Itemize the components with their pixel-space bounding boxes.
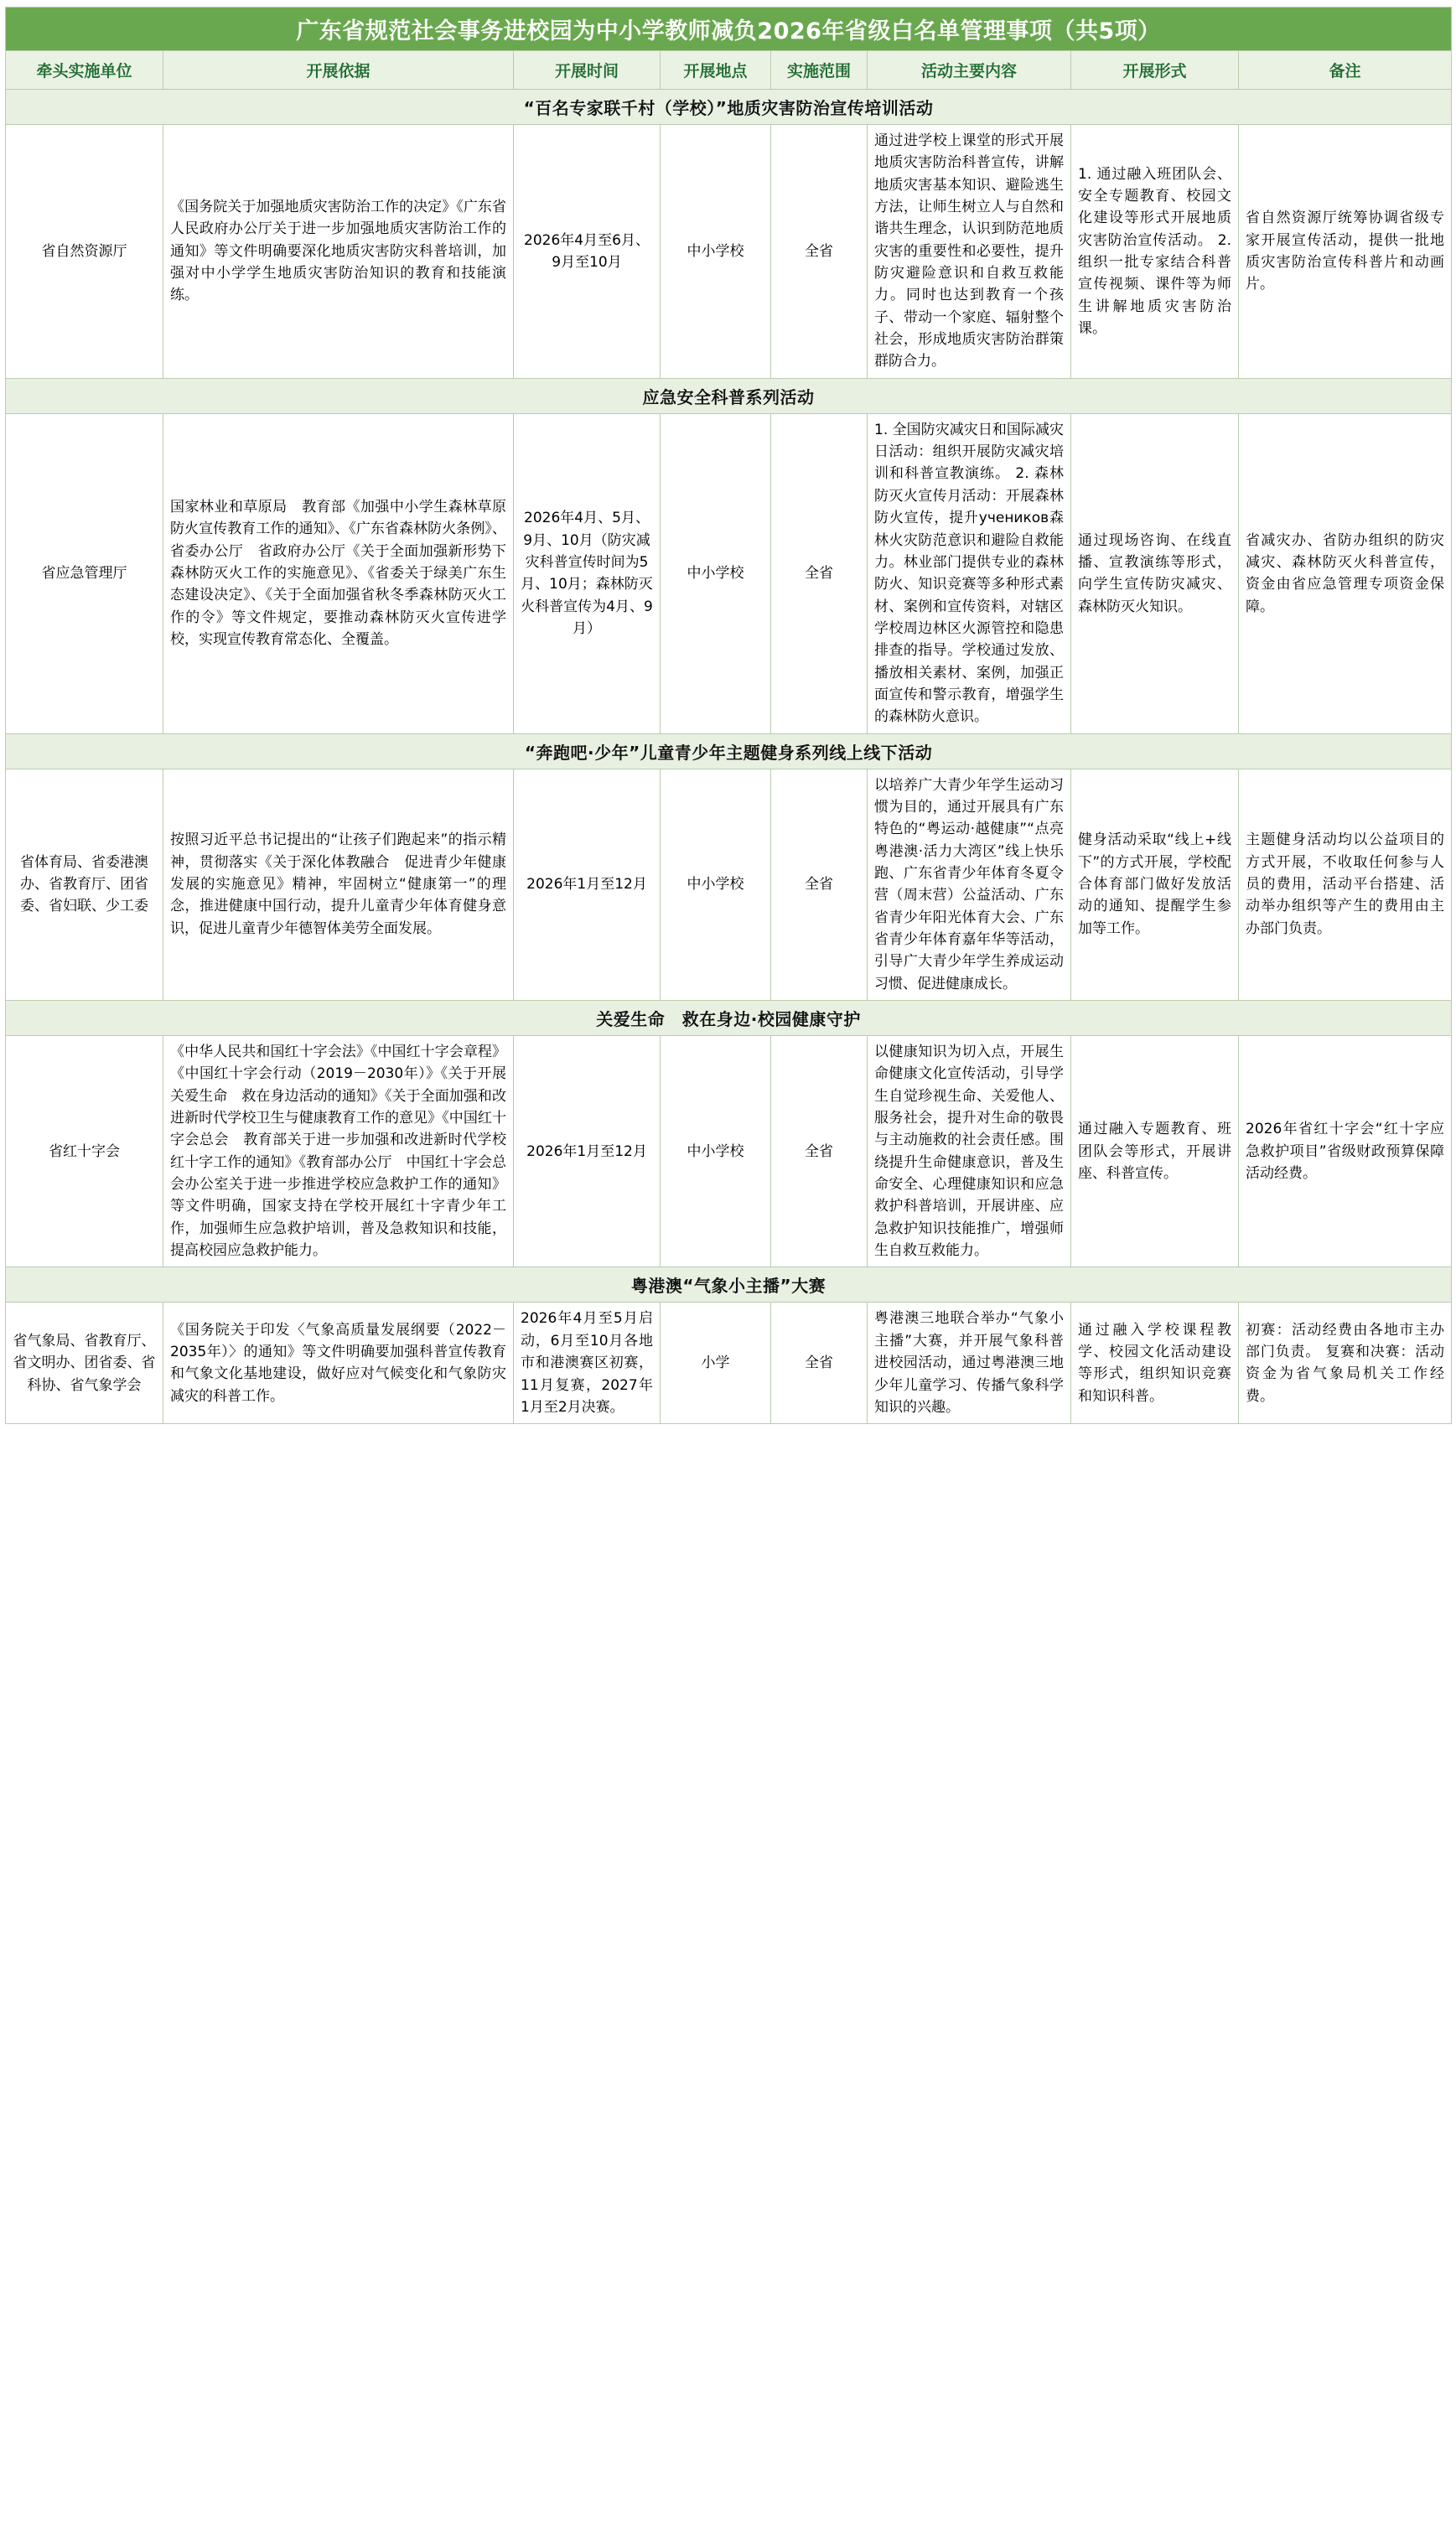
cell-place: 中小学校 <box>661 125 771 379</box>
cell-scope: 全省 <box>771 125 868 379</box>
column-header-content: 活动主要内容 <box>868 51 1071 90</box>
section-heading: 应急安全科普系列活动 <box>6 378 1452 413</box>
cell-unit: 省红十字会 <box>6 1036 163 1267</box>
cell-content: 通过进学校上课堂的形式开展地质灾害防治科普宣传，讲解地质灾害基本知识、避险逃生方法，让师生树立人与自然和谐共生理念，认识到防范地质灾害的重要性和必要性，提升防灾避险意识和自救互救能力。同时也达到教育一个孩子、带动一个家庭、辐射整个社会，形成地质灾害防治群策群防合力。 <box>868 125 1071 379</box>
cell-form: 1. 通过融入班团队会、安全专题教育、校园文化建设等形式开展地质灾害防治宣传活动。 2. 组织一批专家结合科普宣传视频、课件等为师生讲解地质灾害防治课。 <box>1071 125 1239 379</box>
cell-place: 中小学校 <box>661 1036 771 1267</box>
cell-scope: 全省 <box>771 1303 868 1424</box>
whitelist-table <box>5 7 1452 1424</box>
page-title: 广东省规范社会事务进校园为中小学教师减负2026年省级白名单管理事项（共5项） <box>6 8 1452 51</box>
cell-time: 2026年1月至12月 <box>514 1036 661 1267</box>
column-header-time: 开展时间 <box>514 51 661 90</box>
cell-place: 中小学校 <box>661 769 771 1000</box>
section-heading: “奔跑吧·少年”儿童青少年主题健身系列线上线下活动 <box>6 733 1452 769</box>
cell-scope: 全省 <box>771 413 868 733</box>
table-title-row <box>6 8 1452 51</box>
cell-form: 通过融入专题教育、班团队会等形式，开展讲座、科普宣传。 <box>1071 1036 1239 1267</box>
cell-unit: 省应急管理厅 <box>6 413 163 733</box>
cell-time: 2026年4月至5月启动，6月至10月各地市和港澳赛区初赛，11月复赛，2027年1月至2月决赛。 <box>514 1303 661 1424</box>
cell-basis: 按照习近平总书记提出的“让孩子们跑起来”的指示精神，贯彻落实《关于深化体教融合 促进青少年健康发展的实施意见》精神，牢固树立“健康第一”的理念，推进健康中国行动，提升儿童青少年体育健身意识，促进儿童青少年德智体美劳全面发展。 <box>163 769 514 1000</box>
table-row <box>6 413 1452 733</box>
cell-place: 中小学校 <box>661 413 771 733</box>
section-heading-row <box>6 733 1452 769</box>
cell-form: 通过融入学校课程教学、校园文化活动建设等形式，组织知识竞赛和知识科普。 <box>1071 1303 1239 1424</box>
cell-basis: 《国务院关于印发〈气象高质量发展纲要（2022－2035年）〉的通知》等文件明确要加强科普宣传教育和气象文化基地建设，做好应对气候变化和气象防灾减灾的科普工作。 <box>163 1303 514 1424</box>
section-heading: “百名专家联千村（学校）”地质灾害防治宣传培训活动 <box>6 90 1452 125</box>
cell-unit: 省气象局、省教育厅、省文明办、团省委、省科协、省气象学会 <box>6 1303 163 1424</box>
section-heading-row <box>6 90 1452 125</box>
column-header-scope: 实施范围 <box>771 51 868 90</box>
cell-time: 2026年4月、5月、9月、10月（防灾减灾科普宣传时间为5月、10月；森林防灭火科普宣传为4月、9月） <box>514 413 661 733</box>
section-heading: 粤港澳“气象小主播”大赛 <box>6 1267 1452 1303</box>
section-heading-row <box>6 1001 1452 1036</box>
column-header-basis: 开展依据 <box>163 51 514 90</box>
cell-unit: 省体育局、省委港澳办、省教育厅、团省委、省妇联、少工委 <box>6 769 163 1000</box>
cell-content: 以健康知识为切入点，开展生命健康文化宣传活动，引导学生自觉珍视生命、关爱他人、服务社会，提升对生命的敬畏与主动施救的社会责任感。围绕提升生命健康意识，普及生命安全、心理健康知识和应急救护科普培训，开展讲座、应急救护知识技能推广，增强师生自救互救能力。 <box>868 1036 1071 1267</box>
cell-content: 1. 全国防灾减灾日和国际减灾日活动：组织开展防灾减灾培训和科普宣教演练。 2. 森林防灭火宣传月活动：开展森林防火宣传，提升учеников森林火灾防范意识和避险自救能力。林业部门提供专业的森林防火、知识竞赛等多种形式素材、案例和宣传资料，对辖区学校周边林区火源管控和隐患排查的指导。学校通过发放、播放相关素材、案例，加强正面宣传和警示教育，增强学生的森林防火意识。 <box>868 413 1071 733</box>
column-header-note: 备注 <box>1239 51 1452 90</box>
table-header-row <box>6 51 1452 90</box>
table-row <box>6 1036 1452 1267</box>
cell-basis: 《国务院关于加强地质灾害防治工作的决定》《广东省人民政府办公厅关于进一步加强地质灾害防治工作的通知》等文件明确要深化地质灾害防灾科普培训，加强对中小学学生地质灾害防治知识的教育和技能演练。 <box>163 125 514 379</box>
cell-form: 通过现场咨询、在线直播、宣教演练等形式，向学生宣传防灾减灾、森林防灭火知识。 <box>1071 413 1239 733</box>
table-row <box>6 125 1452 379</box>
table-row <box>6 1303 1452 1424</box>
column-header-unit: 牵头实施单位 <box>6 51 163 90</box>
cell-basis: 国家林业和草原局 教育部《加强中小学生森林草原防火宣传教育工作的通知》、《广东省森林防火条例》、省委办公厅 省政府办公厅《关于全面加强新形势下森林防灭火工作的实施意见》、《省委关于绿美广东生态建设决定》、《关于全面加强省秋冬季森林防灭火工作的令》等文件规定，要推动森林防灭火宣传进学校，实现宣传教育常态化、全覆盖。 <box>163 413 514 733</box>
cell-place: 小学 <box>661 1303 771 1424</box>
cell-note: 初赛：活动经费由各地市主办部门负责。 复赛和决赛：活动资金为省气象局机关工作经费。 <box>1239 1303 1452 1424</box>
cell-time: 2026年1月至12月 <box>514 769 661 1000</box>
cell-basis: 《中华人民共和国红十字会法》《中国红十字会章程》《中国红十字会行动（2019－2030年）》《关于开展关爱生命 救在身边活动的通知》《关于全面加强和改进新时代学校卫生与健康教育工作的意见》《中国红十字会总会 教育部关于进一步加强和改进新时代学校红十字工作的通知》《教育部办公厅 中国红十字会总会办公室关于进一步推进学校应急救护工作的通知》等文件明确，国家支持在学校开展红十字青少年工作，加强师生应急救护培训，普及急救知识和技能，提高校园应急救护能力。 <box>163 1036 514 1267</box>
column-header-place: 开展地点 <box>661 51 771 90</box>
cell-note: 省减灾办、省防办组织的防灾减灾、森林防灭火科普宣传，资金由省应急管理专项资金保障。 <box>1239 413 1452 733</box>
column-header-form: 开展形式 <box>1071 51 1239 90</box>
cell-note: 省自然资源厅统筹协调省级专家开展宣传活动，提供一批地质灾害防治宣传科普片和动画片。 <box>1239 125 1452 379</box>
cell-note: 主题健身活动均以公益项目的方式开展，不收取任何参与人员的费用，活动平台搭建、活动举办组织等产生的费用由主办部门负责。 <box>1239 769 1452 1000</box>
cell-scope: 全省 <box>771 769 868 1000</box>
section-heading-row <box>6 1267 1452 1303</box>
cell-scope: 全省 <box>771 1036 868 1267</box>
section-heading: 关爱生命 救在身边·校园健康守护 <box>6 1001 1452 1036</box>
cell-content: 粤港澳三地联合举办“气象小主播”大赛，并开展气象科普进校园活动，通过粤港澳三地少年儿童学习、传播气象科学知识的兴趣。 <box>868 1303 1071 1424</box>
cell-content: 以培养广大青少年学生运动习惯为目的，通过开展具有广东特色的“粤运动·越健康”“点亮粤港澳·活力大湾区”线上快乐跑、广东省青少年体育冬夏令营（周末营）公益活动、广东省青少年阳光体育大会、广东省青少年体育嘉年华等活动，引导广大青少年学生养成运动习惯、促进健康成长。 <box>868 769 1071 1000</box>
cell-note: 2026年省红十字会“红十字应急救护项目”省级财政预算保障活动经费。 <box>1239 1036 1452 1267</box>
section-heading-row <box>6 378 1452 413</box>
table-row <box>6 769 1452 1000</box>
cell-form: 健身活动采取“线上+线下”的方式开展，学校配合体育部门做好发放活动的通知、提醒学生参加等工作。 <box>1071 769 1239 1000</box>
cell-unit: 省自然资源厅 <box>6 125 163 379</box>
cell-time: 2026年4月至6月、9月至10月 <box>514 125 661 379</box>
